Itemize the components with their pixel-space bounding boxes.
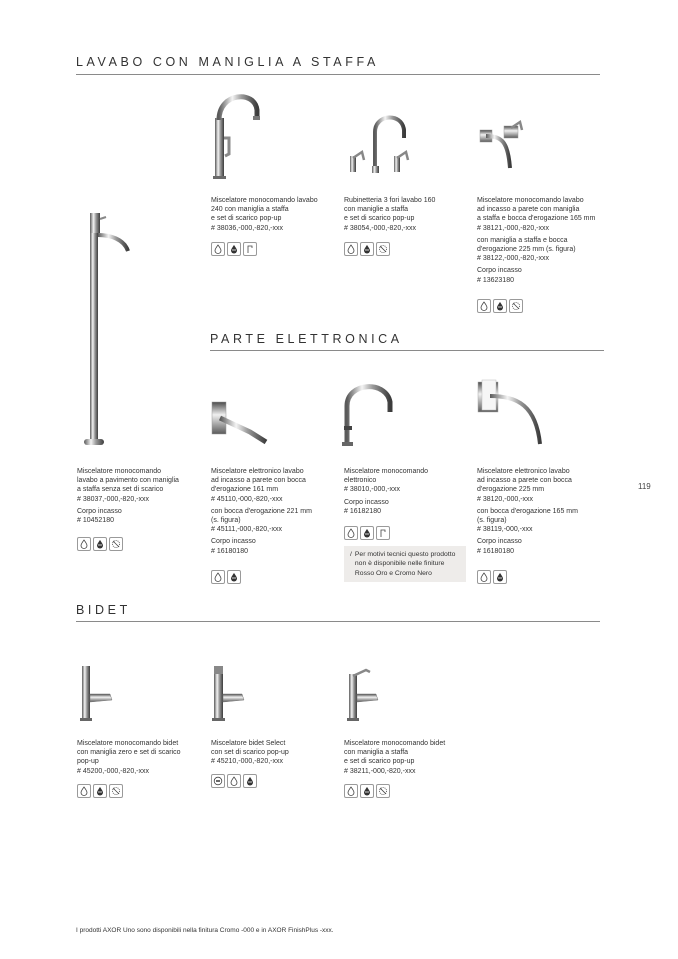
- note-line: Rosso Oro e Cromo Nero: [354, 569, 432, 577]
- product-desc-line: d'erogazione 225 mm (s. figura): [477, 246, 576, 254]
- eco-drop-icon: [243, 774, 257, 788]
- product-desc-line: con bocca d'erogazione 165 mm: [477, 507, 578, 515]
- product-code: # 45200,-000,-820,-xxx: [77, 767, 149, 775]
- product-desc-line: Miscelatore elettronico lavabo: [211, 468, 304, 475]
- product-desc-line: 240 con maniglia a staffa: [211, 206, 289, 214]
- product-desc-line: con bocca d'erogazione 221 mm: [211, 507, 312, 515]
- bidet-mixer-zero-image: [78, 664, 118, 722]
- product-desc-line: (s. figura): [477, 517, 507, 525]
- product-desc-line: Corpo incasso: [477, 267, 522, 275]
- water-drop-icon: [344, 526, 358, 540]
- product-code: # 16182180: [344, 507, 381, 515]
- antiscale-icon: [376, 784, 390, 798]
- eco-drop-icon: [360, 242, 374, 256]
- note-line: non è disponibile nelle finiture: [354, 560, 445, 568]
- finish-availability-note: [344, 546, 466, 582]
- section-title-bidet: BIDET: [76, 603, 131, 617]
- electronic-wall-mixer-225-image: [476, 378, 546, 450]
- product-desc-line: con set di scarico pop-up: [211, 749, 289, 757]
- product-code: # 38010,-000,-xxx: [344, 486, 401, 494]
- section-title-lavabo: LAVABO CON MANIGLIA A STAFFA: [76, 55, 379, 69]
- product-desc-line: lavabo a pavimento con maniglia: [77, 477, 179, 485]
- three-hole-basin-image: [342, 112, 412, 174]
- bidet-mixer-select-image: [210, 664, 250, 722]
- antiscale-icon: [509, 299, 523, 313]
- product-code: # 38122,-000,-820,-xxx: [477, 255, 549, 263]
- select-button-icon: [211, 774, 225, 788]
- product-card-45110: [211, 467, 341, 556]
- product-desc-line: con maniglia a staffa: [344, 749, 409, 757]
- eco-drop-icon: [93, 537, 107, 551]
- feature-icons: [211, 242, 257, 256]
- product-desc-line: ad incasso a parete con maniglia: [477, 206, 580, 214]
- section-title-elettronica: PARTE ELETTRONICA: [210, 332, 403, 346]
- electronic-wall-mixer-161-image: [210, 398, 272, 448]
- bidet-mixer-staffa-image: [344, 666, 386, 722]
- product-desc-line: Miscelatore monocomando bidet: [77, 740, 179, 747]
- product-desc-line: ad incasso a parete con bocca: [477, 477, 572, 485]
- product-code: # 13623180: [477, 276, 514, 284]
- product-code: # 38121,-000,-820,-xxx: [477, 224, 549, 232]
- product-card-38211: [344, 739, 474, 776]
- feature-icons: [211, 774, 257, 788]
- product-code: # 38036,-000,-820,-xxx: [211, 224, 283, 232]
- product-desc-line: Corpo incasso: [344, 498, 389, 506]
- product-code: # 38054,-000,-820,-xxx: [344, 224, 416, 232]
- product-desc-line: elettronico: [344, 477, 377, 485]
- water-drop-icon: [477, 299, 491, 313]
- product-desc-line: (s. figura): [211, 517, 241, 525]
- section-divider: [76, 621, 600, 622]
- product-code: # 38211,-000,-820,-xxx: [344, 767, 416, 775]
- product-card-38054: [344, 196, 474, 233]
- water-drop-icon: [211, 242, 225, 256]
- tall-spout-icon: [243, 242, 257, 256]
- basin-mixer-240-image: [205, 88, 265, 183]
- product-desc-line: con maniglia a staffa e bocca: [477, 236, 568, 244]
- note-line: Per motivi tecnici questo prodotto: [354, 551, 456, 558]
- water-drop-icon: [344, 784, 358, 798]
- product-desc-line: Miscelatore monocomando: [77, 468, 162, 475]
- eco-drop-icon: [360, 526, 374, 540]
- water-drop-icon: [477, 570, 491, 584]
- floor-standing-mixer-image: [80, 205, 140, 450]
- feature-icons: [211, 570, 241, 584]
- electronic-basin-mixer-image: [342, 380, 402, 448]
- feature-icons: [477, 570, 507, 584]
- product-code: # 38119,-000,-xxx: [477, 526, 533, 534]
- product-code: # 10452180: [77, 517, 114, 525]
- product-desc-line: Corpo incasso: [77, 507, 122, 515]
- section-divider: [210, 350, 604, 351]
- product-desc-line: a staffa senza set di scarico: [77, 486, 164, 494]
- water-drop-icon: [77, 537, 91, 551]
- feature-icons: [344, 526, 390, 540]
- product-code: # 16180180: [477, 547, 514, 555]
- product-card-38037: [77, 467, 207, 525]
- product-desc-line: Rubinetteria 3 fori lavabo 160: [344, 197, 436, 204]
- product-desc-line: Miscelatore bidet Select: [211, 740, 286, 747]
- feature-icons: [344, 242, 390, 256]
- eco-drop-icon: [493, 299, 507, 313]
- product-card-38121: [477, 196, 607, 285]
- product-desc-line: a staffa e bocca d'erogazione 165 mm: [477, 215, 596, 223]
- product-desc-line: Miscelatore monocomando bidet: [344, 740, 446, 747]
- water-drop-icon: [344, 242, 358, 256]
- product-desc-line: Corpo incasso: [477, 538, 522, 546]
- feature-icons: [477, 299, 523, 313]
- product-desc-line: d'erogazione 225 mm: [477, 486, 545, 494]
- product-desc-line: Miscelatore monocomando lavabo: [477, 197, 584, 204]
- product-desc-line: Miscelatore monocomando: [344, 468, 429, 475]
- wall-basin-mixer-image: [478, 122, 528, 177]
- antiscale-icon: [109, 784, 123, 798]
- water-drop-icon: [227, 774, 241, 788]
- product-desc-line: Corpo incasso: [211, 538, 256, 546]
- product-card-38036: [211, 196, 341, 233]
- product-code: # 38120,-000,-xxx: [477, 495, 534, 503]
- eco-drop-icon: [93, 784, 107, 798]
- feature-icons: [77, 537, 123, 551]
- product-desc-line: e set di scarico pop-up: [344, 215, 415, 223]
- product-desc-line: con maniglie a staffa: [344, 206, 409, 214]
- eco-drop-icon: [227, 570, 241, 584]
- antiscale-icon: [109, 537, 123, 551]
- footer-finish-note: I prodotti AXOR Uno sono disponibili nella finitura Cromo -000 e in AXOR FinishPlus -xxx.: [76, 927, 334, 934]
- product-desc-line: Miscelatore elettronico lavabo: [477, 468, 570, 475]
- product-code: # 38037,-000,-820,-xxx: [77, 495, 149, 503]
- product-desc-line: ad incasso a parete con bocca: [211, 477, 306, 485]
- product-code: # 16180180: [211, 547, 248, 555]
- feature-icons: [344, 784, 390, 798]
- product-card-38120: [477, 467, 607, 556]
- product-desc-line: e set di scarico pop-up: [344, 758, 415, 766]
- water-drop-icon: [211, 570, 225, 584]
- eco-drop-icon: [227, 242, 241, 256]
- product-card-45200: [77, 739, 207, 776]
- product-desc-line: con maniglia zero e set di scarico: [77, 749, 181, 757]
- product-code: # 45110,-000,-820,-xxx: [211, 495, 283, 503]
- product-card-38010: [344, 467, 474, 516]
- page-number: 119: [638, 482, 651, 491]
- product-card-45210: [211, 739, 341, 767]
- antiscale-icon: [376, 242, 390, 256]
- eco-drop-icon: [360, 784, 374, 798]
- product-desc-line: d'erogazione 161 mm: [211, 486, 279, 494]
- tall-spout-icon: [376, 526, 390, 540]
- product-desc-line: pop-up: [77, 758, 99, 766]
- water-drop-icon: [77, 784, 91, 798]
- product-desc-line: e set di scarico pop-up: [211, 215, 282, 223]
- note-slash-icon: /: [350, 551, 352, 558]
- product-code: # 45210,-000,-820,-xxx: [211, 758, 283, 766]
- product-desc-line: Miscelatore monocomando lavabo: [211, 197, 318, 204]
- section-divider: [76, 74, 600, 75]
- product-code: # 45111,-000,-820,-xxx: [211, 526, 282, 534]
- eco-drop-icon: [493, 570, 507, 584]
- feature-icons: [77, 784, 123, 798]
